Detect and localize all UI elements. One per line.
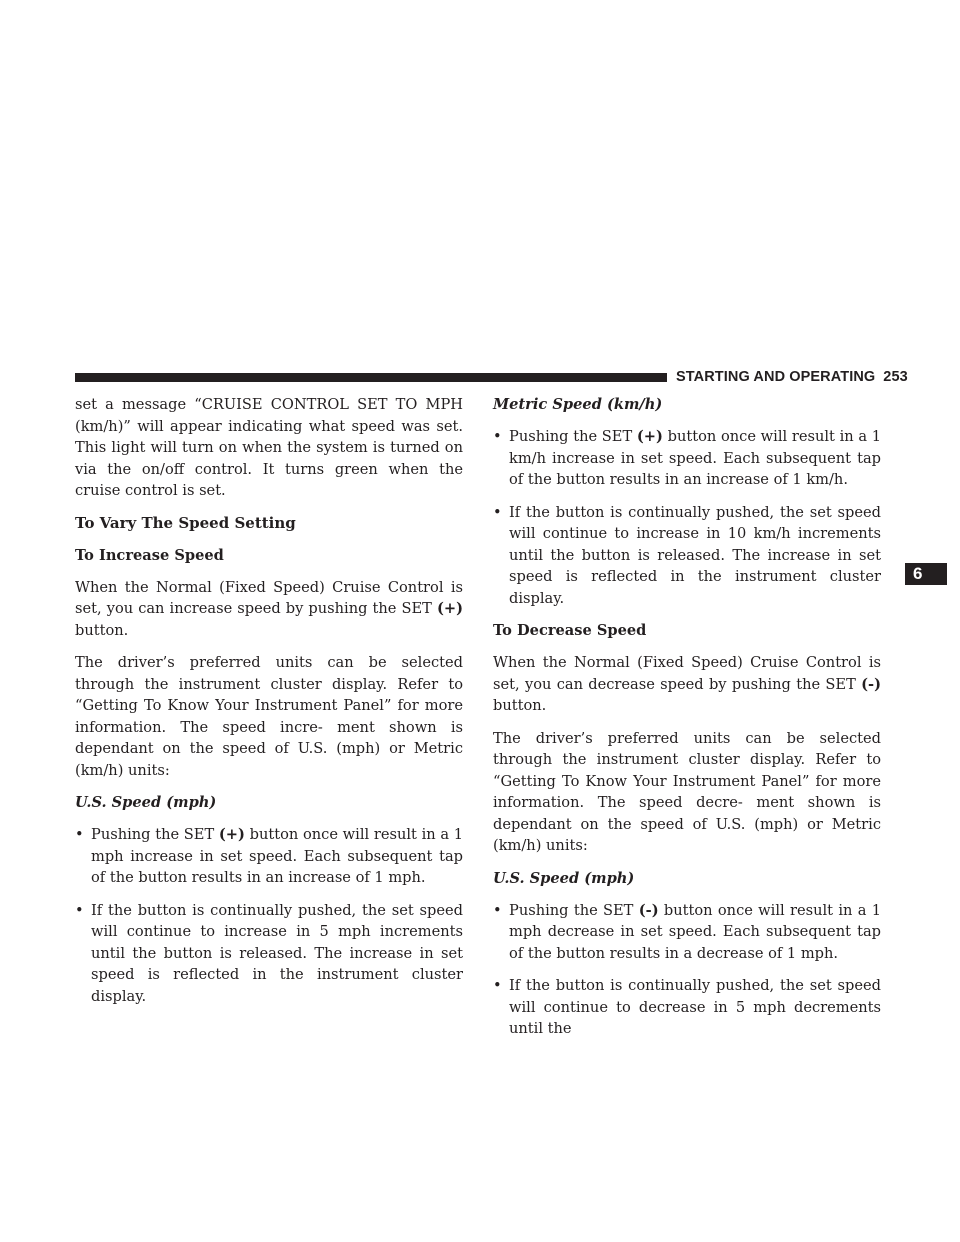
left-column <box>75 394 463 1018</box>
metric-increase-list <box>493 426 881 609</box>
us-speed-heading: U.S. Speed (mph) <box>493 869 635 887</box>
running-header <box>676 369 908 385</box>
increase-paragraph: When the Normal (Fixed Speed) Cruise Control is set, you can increase speed by pushing the SET (+) button. <box>75 578 463 639</box>
bullet: • <box>493 977 502 994</box>
units-paragraph: The driver’s preferred units can be selected through the instrument cluster display. Refer to “Getting To Know Your Instrument Panel” for more information. The speed decre- ment shown is dependant on the speed of U.S. (mph) or Metric (km/h) units: <box>493 729 881 854</box>
set-plus-label: (+) <box>436 600 463 617</box>
decrease-paragraph: When the Normal (Fixed Speed) Cruise Control is set, you can decrease speed by pushing the SET (-) button. <box>493 654 881 714</box>
us-speed-heading: U.S. Speed (mph) <box>75 794 217 811</box>
list-item: • Pushing the SET (+) button once will result in a 1 mph increase in set speed. Each subsequent tap of the button results in an increase of 1 mph. <box>75 826 464 886</box>
us-increase-list <box>75 824 463 1007</box>
list-item: • Pushing the SET (+) button once will result in a 1 km/h increase in set speed. Each subsequent tap of the button results in an increase of 1 km/h. <box>493 428 882 488</box>
section-title: STARTING AND OPERATING <box>676 369 876 385</box>
header-rule <box>75 373 667 382</box>
section-heading: To Vary The Speed Setting <box>75 513 296 532</box>
bullet: • <box>493 503 502 521</box>
bullet: • <box>493 901 502 919</box>
us-decrease-list <box>493 900 881 1040</box>
bullet: • <box>75 826 84 843</box>
list-item: • Pushing the SET (-) button once will result in a 1 mph decrease in set speed. Each subsequent tap of the button results in a decrease of 1 mph. <box>493 901 882 962</box>
units-paragraph: The driver’s preferred units can be selected through the instrument cluster display. Refer to “Getting To Know Your Instrument Panel” for more information. The speed incre- ment shown is dependant on the speed of U.S. (mph) or Metric (km/h) units: <box>75 654 463 779</box>
page-number: 253 <box>883 369 908 385</box>
list-item: • If the button is continually pushed, the set speed will continue to decrease in 5 mph decrements until the <box>493 977 881 1037</box>
list-item: • If the button is continually pushed, the set speed will continue to increase in 10 km/h increments until the button is released. The increase in set speed is reflected in the instrument cluster display. <box>493 503 881 607</box>
list-item: • If the button is continually pushed, the set speed will continue to increase in 5 mph increments until the button is released. The increase in set speed is reflected in the instrument cluster display. <box>75 901 463 1005</box>
set-minus-label: (-) <box>861 675 881 693</box>
intro-paragraph: set a message “CRUISE CONTROL SET TO MPH (km/h)” will appear indicating what speed was set. This light will turn on when the system is turned on via the on/off control. It turns green when the cruise control is set. <box>75 396 463 499</box>
increase-speed-heading: To Increase Speed <box>75 546 224 564</box>
chapter-tab[interactable]: 6 <box>905 563 947 585</box>
bullet: • <box>493 428 502 445</box>
right-column <box>493 394 881 1051</box>
bullet: • <box>75 901 84 919</box>
metric-speed-heading: Metric Speed (km/h) <box>493 396 663 413</box>
decrease-speed-heading: To Decrease Speed <box>493 622 647 639</box>
